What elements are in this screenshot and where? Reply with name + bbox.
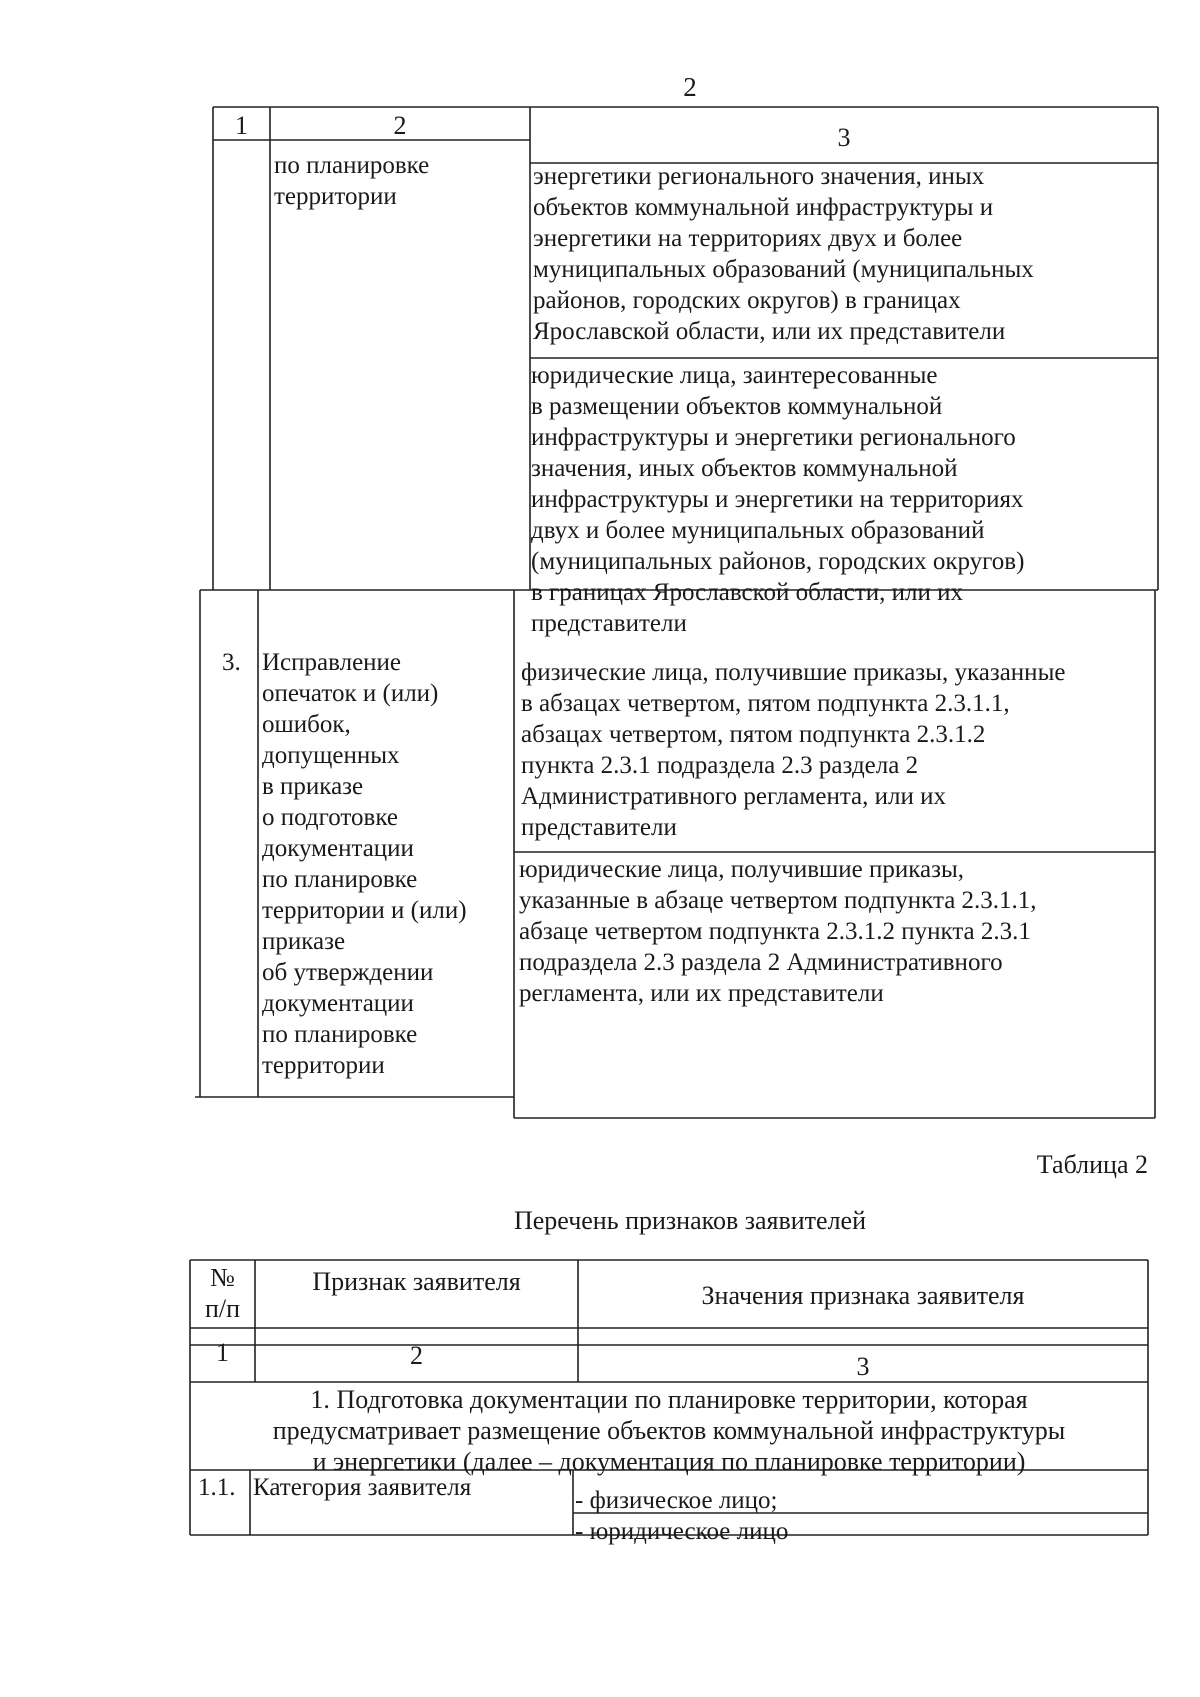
table2-section-1: 1. Подготовка документации по планировке территории, которая предусматривает размещение объектов коммунальной инфраструктуры и энергетики (далее – документация по планировке территории) bbox=[272, 1385, 1066, 1476]
row-3-col2: Исправление опечаток и (или) ошибок, допущенных в приказе о подготовке документации по планировке территории и (или) приказе об утверждении документации по планировке территории bbox=[262, 649, 467, 1079]
row-a-col3-part1: энергетики регионального значения, иных объектов коммунальной инфраструктуры и энергетики на территориях двух и более муниципальных образований (муниципальных районов, городских округов) в границах Ярославской области, или их представители bbox=[533, 163, 1034, 345]
row-a-col2: по планировке территории bbox=[274, 152, 430, 210]
table2-row-1-1-attribute: Категория заявителя bbox=[253, 1474, 472, 1501]
table1-header-col3: 3 bbox=[837, 123, 851, 152]
page-number: 2 bbox=[683, 72, 697, 102]
table2-number-col3: 3 bbox=[856, 1352, 870, 1381]
table1-header-col2: 2 bbox=[393, 111, 407, 140]
table1-header-col1: 1 bbox=[235, 111, 248, 140]
row-3-col3-part1: физические лица, получившие приказы, указанные в абзацах четвертом, пятом подпункта 2.3.1.1, абзацах четвертом, пятом подпункта 2.3.1.2 пункта 2.3.1 подраздела 2.3 раздела 2 Административного регламента, или их представители bbox=[521, 659, 1066, 841]
row-3-number: 3. bbox=[222, 649, 241, 676]
table2-row-1-1-values: - физическое лицо; - юридическое лицо bbox=[575, 1487, 789, 1545]
row-3-col3-part2: юридические лица, получившие приказы, указанные в абзаце четвертом подпункта 2.3.1.1, абзаце четвертом подпункта 2.3.1.2 пункта 2.3.1 подраздела 2.3 раздела 2 Административного регламента, или их представители bbox=[519, 856, 1037, 1007]
table2-number-col1: 1 bbox=[216, 1338, 229, 1367]
row-a-col3-part2: юридические лица, заинтересованные в размещении объектов коммунальной инфраструктуры и энергетики регионального значения, иных объектов коммунальной инфраструктуры и энергетики на территориях двух и более муниципальных образований (муниципальных районов, городских округов) в границах Ярославской области, или их представители bbox=[531, 362, 1025, 637]
table2-header-number: № п/п bbox=[204, 1263, 241, 1323]
table2-header-attribute: Признак заявителя bbox=[312, 1267, 521, 1296]
table2-caption: Таблица 2 bbox=[1036, 1150, 1148, 1179]
table2-number-col2: 2 bbox=[410, 1341, 423, 1370]
table2-title: Перечень признаков заявителей bbox=[513, 1206, 867, 1235]
table2-header-values: Значения признака заявителя bbox=[701, 1281, 1025, 1310]
table2-row-1-1-number: 1.1. bbox=[198, 1474, 236, 1501]
